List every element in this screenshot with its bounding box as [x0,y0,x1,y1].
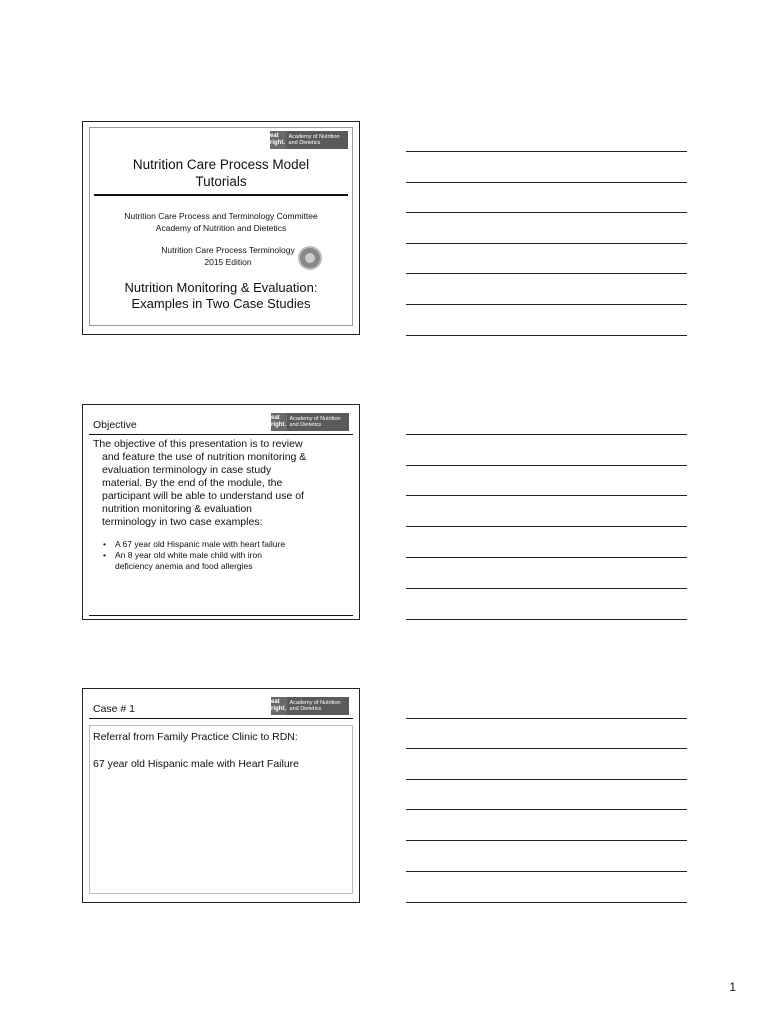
divider [94,194,348,196]
note-line [406,619,687,620]
note-line [406,557,687,558]
note-line [406,718,687,719]
eat-right-mark: eat right. [271,413,287,431]
eat-right-mark: eat right. [271,697,287,715]
note-line [406,902,687,903]
divider [89,434,353,435]
slide-objective [82,404,360,620]
list-item: • A 67 year old Hispanic male with heart failure [115,539,349,550]
note-line [406,273,687,274]
objective-body [93,438,349,572]
slide-inner-frame [89,410,353,611]
academy-logo-text: Academy of Nutrition and Dietetics [288,134,340,146]
slide-heading: Case # 1 [93,703,136,715]
slide-subtitle: Nutrition Monitoring & Evaluation: Examples in Two Case Studies [124,280,318,311]
note-line [406,748,687,749]
note-line [406,182,687,183]
academy-logo-text: Academy of Nutrition and Dietetics [289,416,341,428]
slide-title [82,121,360,335]
note-line [406,495,687,496]
note-line [406,304,687,305]
terminology-edition: Nutrition Care Process Terminology 2015 Edition [161,245,295,267]
note-line [406,243,687,244]
page-number: 1 [729,980,736,994]
slide-inner-frame [89,127,353,326]
note-line [406,465,687,466]
objective-text: The objective of this presentation is to review and feature the use of nutrition monitoring & evaluation terminology in case study material. By the end of the module, the participant will be able to understand use of nutrition monitoring & evaluation terminology in two case examples: [93,438,307,528]
note-line [406,779,687,780]
note-line [406,151,687,152]
academy-logo-text: Academy of Nutrition and Dietetics [289,700,341,712]
case-text: Referral from Family Practice Clinic to RDN: 67 year old Hispanic male with Heart Failure [93,731,300,770]
slide-heading: Objective [93,419,137,431]
case-list [93,539,349,572]
note-line [406,588,687,589]
note-line [406,840,687,841]
slide-title-heading: Nutrition Care Process Model Tutorials [132,157,310,189]
note-line [406,809,687,810]
note-line [406,434,687,435]
note-line [406,335,687,336]
committee-text: Nutrition Care Process and Terminology Committee Academy of Nutrition and Dietetics [124,211,318,233]
ncpt-badge-icon [298,246,322,270]
divider [89,615,353,616]
academy-logo [271,413,349,431]
academy-logo [270,131,348,149]
academy-logo [271,697,349,715]
slide-inner-frame [89,694,353,894]
note-line [406,526,687,527]
slide-case-1 [82,688,360,903]
list-item: • An 8 year old white male child with iron deficiency anemia and food allergies [115,550,349,572]
divider [89,718,353,719]
note-line [406,212,687,213]
note-line [406,871,687,872]
eat-right-mark: eat right. [270,131,286,149]
